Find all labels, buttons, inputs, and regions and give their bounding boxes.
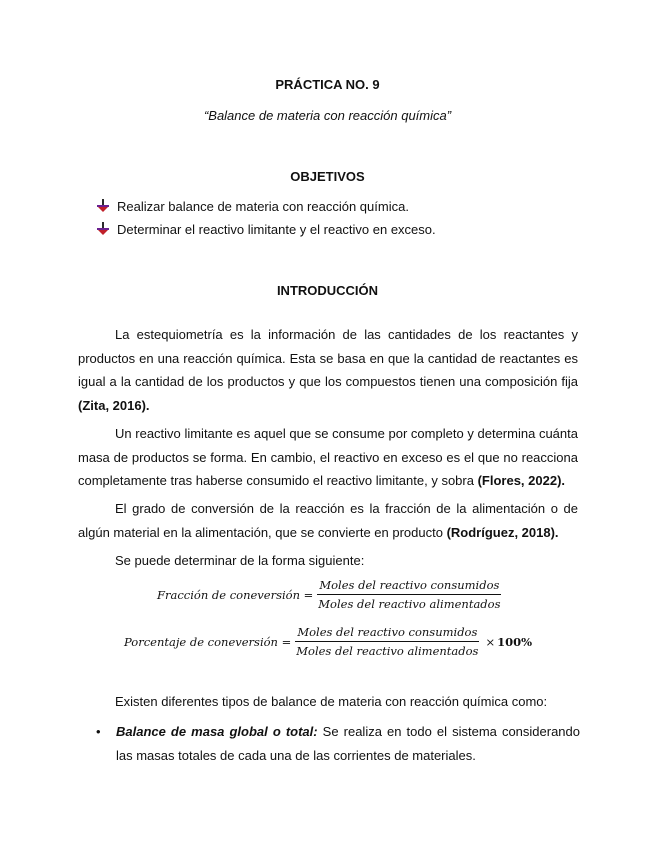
balance-types-list [96, 720, 580, 767]
page-title: PRÁCTICA NO. 9 [275, 77, 380, 92]
paragraph-text: La estequiometría es la información de las cantidades de los reactantes y productos en una reacción química. Esta se basa en que la cantidad de reactantes es igual a la cantidad de los productos y que los compuestos tienen una composición fija [78, 327, 578, 389]
arrow-down-bullet-icon [96, 199, 110, 213]
objectives-list [96, 198, 436, 244]
bullet-text [116, 720, 580, 767]
arrow-down-bullet-icon [96, 222, 110, 236]
formula-numerator: Moles del reactivo consumidos [317, 578, 501, 595]
formula-lhs: Porcentaje de coneversión = [124, 634, 292, 649]
conversion-fraction-formula [157, 578, 506, 611]
bullet-dot-icon: • [96, 724, 101, 739]
formula-fraction [294, 625, 480, 658]
bullet-term: Balance de masa global o total: [116, 724, 318, 739]
citation: (Zita, 2016). [78, 397, 150, 413]
intro-paragraph-3 [78, 497, 578, 544]
formula-lhs: Fracción de coneversión = [157, 587, 314, 602]
introduction-heading: INTRODUCCIÓN [276, 283, 379, 298]
intro-paragraph-4: Se puede determinar de la forma siguiente: [115, 553, 365, 568]
conversion-percentage-formula [124, 625, 532, 658]
intro-paragraph-2 [78, 422, 578, 493]
formula-denominator: Moles del reactivo alimentados [318, 597, 501, 611]
formula-fraction [316, 578, 502, 611]
citation: (Flores, 2022). [477, 473, 566, 488]
intro-paragraph-1 [78, 323, 578, 417]
percent-factor: 100% [497, 634, 533, 649]
formula-denominator: Moles del reactivo alimentados [296, 644, 479, 658]
paragraph-text: Un reactivo limitante es aquel que se consume por completo y determina cuánta masa de productos se forma. En cambio, el reactivo en exceso es el que no reacciona completamente tras haberse consumido el reactivo limitante, y sobra [78, 426, 578, 488]
objective-item [96, 221, 436, 244]
objective-text: Determinar el reactivo limitante y el reactivo en exceso. [117, 222, 436, 237]
objective-item [96, 198, 436, 221]
intro-paragraph-5: Existen diferentes tipos de balance de materia con reacción química como: [115, 694, 548, 709]
list-item [96, 720, 580, 767]
formula-numerator: Moles del reactivo consumidos [295, 625, 479, 642]
objective-text: Realizar balance de materia con reacción química. [117, 199, 409, 214]
paragraph-text: El grado de conversión de la reacción es la fracción de la alimentación o de algún material en la alimentación, que se convierte en producto [78, 501, 578, 540]
objectives-heading: OBJETIVOS [290, 169, 365, 184]
page-subtitle: “Balance de materia con reacción química” [203, 108, 452, 123]
bullet-description: Se realiza en todo el sistema considerando las masas totales de cada una de las corrientes de materiales. [116, 724, 580, 763]
times-symbol: × [485, 634, 496, 649]
citation: (Rodríguez, 2018). [446, 524, 559, 540]
